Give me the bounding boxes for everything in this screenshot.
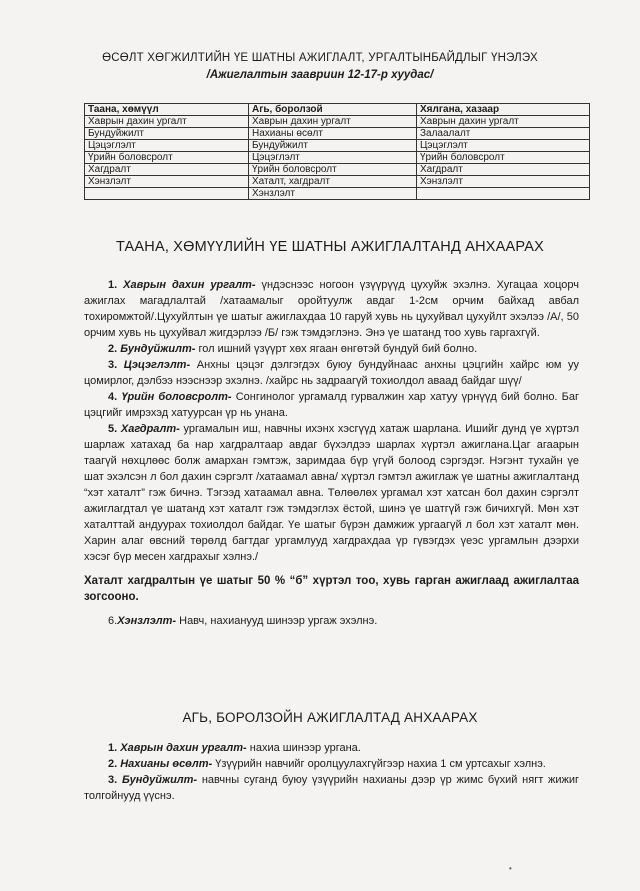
table-cell: [85, 188, 249, 200]
item-term: Бундуйжилт-: [120, 343, 196, 355]
item-text: навчны суганд буюу үзүүрийн нахианы дээр үр жимс бүхий нягт жижиг толгойнууд үүснэ.: [84, 774, 580, 802]
item-term: Цэцэглэлт-: [123, 359, 191, 371]
table-cell: Нахианы өсөлт: [249, 128, 417, 140]
item-text: Үзүүрийн навчийг оролцуулахгүйгээр нахиа 1 см уртсахыг хэлнэ.: [212, 758, 546, 770]
table-row: [85, 116, 590, 128]
item-number: 2.: [108, 758, 121, 770]
item-text: Навч, нахианууд шинээр ургаж эхэлнэ.: [176, 615, 378, 627]
list-item: [84, 740, 579, 756]
item-term: Хэнзлэлт-: [117, 615, 177, 627]
table-cell: Хаврын дахин ургалт: [417, 116, 590, 128]
table-cell: Хэнзлэлт: [417, 176, 590, 188]
item-term: Бундуйжилт-: [121, 774, 198, 786]
table-cell: Хагдралт: [85, 164, 249, 176]
item-text: гол ишний үзүүрт хөх ягаан өнгөтэй бундуй бий болно.: [195, 343, 478, 355]
table-cell: Хэнзлэлт: [249, 188, 417, 200]
item-number: 3.: [108, 359, 124, 371]
list-item: [84, 357, 579, 389]
scan-speck-mark: •: [509, 864, 512, 873]
table-row: [85, 164, 590, 176]
list-item: [84, 421, 579, 565]
item-text: үндэснээс ногоон үзүүрүүд цухуйж эхэлнэ. Хугацаа хоцорч ажиглах магадлалтай /хатаамалыг оройтуулж авдаг 1-2см орчим байхад авбал тохиромжтой/.Цухуйлтын үе шатыг ажиглахдаа 10 гаруй хувь нь цухуйвал цухуйлт эхэлээ /А/, 50 орчим хувь нь цухуйвал жигдэрлээ /Б/ гэж тэмдэглэнэ. Энэ үе шатанд тоо хувь гаргахгүй.: [84, 279, 580, 339]
phenology-stage-table: [84, 103, 590, 200]
column-header: Таана, хөмүүл: [85, 104, 249, 116]
item-number: 3.: [108, 774, 122, 786]
table-cell: Үрийн боловсролт: [249, 164, 417, 176]
column-header: Агь, боролзой: [249, 104, 417, 116]
section-heading-taana: ТААНА, ХӨМҮҮЛИЙН ҮЕ ШАТНЫ АЖИГЛАЛТАНД АНХААРАХ: [115, 239, 545, 255]
table-cell: Залаалалт: [417, 128, 590, 140]
list-item: [84, 341, 579, 357]
list-item: [84, 389, 579, 421]
list-item: [84, 772, 579, 804]
item-term: Үрийн боловсролт-: [121, 391, 232, 403]
item-number: 1.: [108, 279, 124, 291]
table-row: [85, 188, 590, 200]
table-cell: Бундуйжилт: [249, 140, 417, 152]
table-cell: Бундуйжилт: [85, 128, 249, 140]
list-item: [84, 613, 579, 629]
item-text: Анхны цэцэг дэлгэгдэх буюу бундуйнаас анхны цэцгийн хайрс юм уу цомирлог, дэлбээ нээснээр эхэлнэ. /хайрс нь задраагүй тохиолдол аваад байдаг шүү/: [84, 359, 580, 387]
stop-observation-note: Хаталт хагдралтын үе шатыг 50 % “б” хүртэл тоо, хувь гарган ажиглаад ажиглалтаа зогсооно.: [84, 575, 579, 603]
table-cell: Цэцэглэлт: [417, 140, 590, 152]
item-term: Хаврын дахин ургалт-: [120, 742, 247, 754]
table-header-row: [85, 104, 590, 116]
table-row: [85, 176, 590, 188]
item-text: ургамалын иш, навчны ихэнх хэсгүүд хатаж шарлана. Ишийг дунд үе хүртэл шарлаж хатахад ба нар хагдралтаар авдаг бүхэлдээ шарлах хүртэл ажиглана.Цаг агаарын таагүй нөхцлөөс болж амархан гэмтэж, заримдаа бүр үгүй болоод сэргэдэг. Нэгэнт тухайн үе шат эхэлсэн л бол дахин сэргэлт /хатаамал авна/ хүртэл гэмтэл ажиглаж үе шатны ажиглалтанд “хэт хаталт” гэж бичнэ. Тэгээд хатаамал авна. Төлөөлөх ургамал хэт хатсан бол дахин сэргэлт ажиглагдтал үе шатанд хэт хаталт гэж тэмдэглэх ёстой, шинэ үе шатгүй гэж бичихгүй. Мөн хэт хаталттай андуурах тохиолдол байдаг. Үе шатыг бүрэн дамжиж ургаагүй л бол хэт хаталт мөн. Харин алаг өвсний төрөлд багтдаг ургамлууд хагдрахдаа үр гүвэгдэх үеэс ургамлын дээрхи хэсэг бүр месен хагдрахыг хэлнэ./: [84, 423, 579, 563]
column-header: Хялгана, хазаар: [417, 104, 590, 116]
item-text: Сонгинолог ургамалд гурвалжин хар хатуу үрнүүд бий болно. Баг цэцгийг имрэхэд хатуурсан үр нь унана.: [84, 391, 579, 419]
item-term: Хагдралт-: [120, 423, 180, 435]
item-number: 2.: [108, 343, 121, 355]
table-cell: [417, 188, 590, 200]
table-row: [85, 152, 590, 164]
item-text: нахиа шинээр ургана.: [246, 742, 361, 754]
document-subtitle: /Ажиглалтын заавриин 12-17-р хуудас/: [206, 69, 434, 81]
list-item: [84, 277, 579, 341]
table-row: [85, 140, 590, 152]
item-term: Нахианы өсөлт-: [120, 758, 213, 770]
table-cell: Хаталт, хагдралт: [249, 176, 417, 188]
item-number: 4.: [108, 391, 122, 403]
table-cell: Үрийн боловсролт: [85, 152, 249, 164]
item-number: 1.: [108, 742, 121, 754]
table-cell: Хагдралт: [417, 164, 590, 176]
table-cell: Хаврын дахин ургалт: [249, 116, 417, 128]
item-term: Хаврын дахин ургалт-: [123, 279, 256, 291]
table-row: [85, 128, 590, 140]
table-cell: Хэнзлэлт: [85, 176, 249, 188]
section-heading-agi: АГЬ, БОРОЛЗОЙН АЖИГЛАЛТАД АНХААРАХ: [182, 710, 478, 725]
list-item: [84, 756, 579, 772]
table-cell: Цэцэглэлт: [85, 140, 249, 152]
item-number: 5.: [108, 423, 121, 435]
table-cell: Хаврын дахин ургалт: [85, 116, 249, 128]
document-title: ӨСӨЛТ ХӨГЖИЛТИЙН ҮЕ ШАТНЫ АЖИГЛАЛТ, УРГАЛТЫНБАЙДЛЫГ ҮНЭЛЭХ: [102, 52, 538, 64]
section-body-taana: [84, 277, 579, 629]
table-cell: Үрийн боловсролт: [417, 152, 590, 164]
table-cell: Цэцэглэлт: [249, 152, 417, 164]
section-body-agi: [84, 740, 579, 804]
item-number: 6.: [108, 615, 118, 627]
